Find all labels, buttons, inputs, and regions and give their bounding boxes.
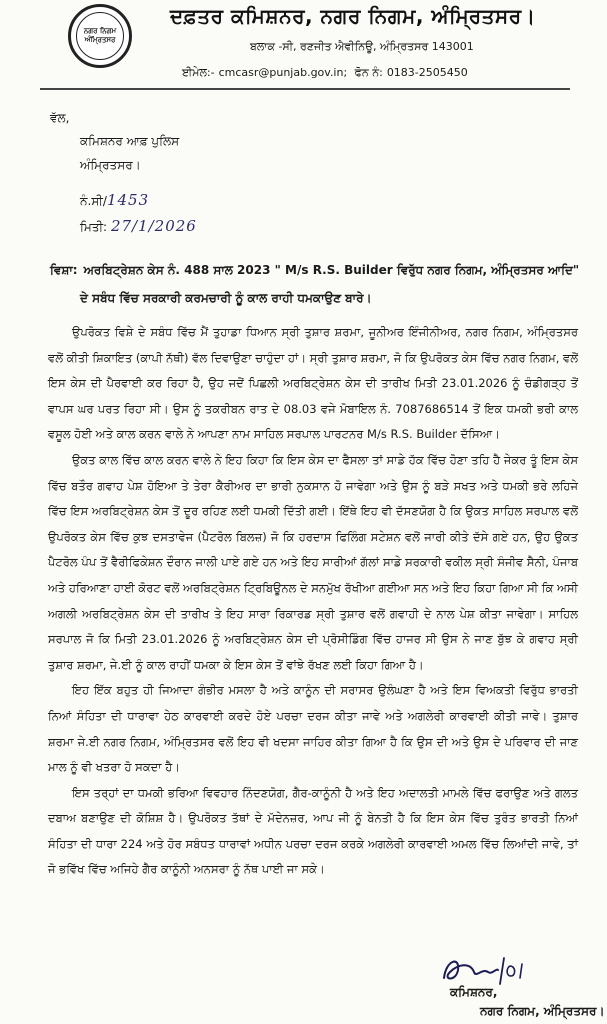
office-contact <box>182 66 472 80</box>
handwritten-signature <box>436 950 546 990</box>
body-paragraph-2: ਉਕਤ ਕਾਲ ਵਿੱਚ ਕਾਲ ਕਰਨ ਵਾਲੇ ਨੇ ਇਹ ਕਿਹਾ ਕਿ ਇਸ ਕੇਸ ਦਾ ਫੈਸਲਾ ਤਾਂ ਸਾਡੇ ਹੱਕ ਵਿੱਚ ਹੋਣਾ ਤਹਿ ਹੈ ਜੇਕਰ ਤੂੰ ਇਸ ਕੇਸ ਵਿੱਚ ਬਤੌਰ ਗਵਾਹ ਪੇਸ਼ ਹੋਇਆ ਤੇ ਤੇਰਾ ਕੈਰੀਅਰ ਦਾ ਭਾਰੀ ਨੁਕਸਾਨ ਹੋ ਜਾਵੇਗਾ ਅਤੇ ਉਸ ਨੂੰ ਬੜੇ ਸਖਤ ਅਤੇ ਧਮਕੀ ਭਰੇ ਲਹਿਜੇ ਵਿੱਚ ਇਸ ਅਰਬਿਟ੍ਰੇਸ਼ਨ ਕੇਸ ਤੋਂ ਦੂਰ ਰਹਿਣ ਲਈ ਧਮਕੀ ਦਿੱਤੀ ਗਈ। ਇੱਥੇ ਇਹ ਵੀ ਦੱਸਣਯੋਗ ਹੈ ਕਿ ਉਕਤ ਸਾਹਿਲ ਸਰਪਾਲ ਵਲੋਂ ਉਪਰੋਕਤ ਕੇਸ ਵਿੱਚ ਕੁਝ ਦਸਤਾਵੇਜ (ਪੈਟਰੋਲ ਬਿਲਜ਼) ਜੋ ਕਿ ਹਰਦਾਸ ਫਿਲਿੰਗ ਸਟੇਸ਼ਨ ਵਲੋਂ ਜਾਰੀ ਕੀਤੇ ਦੱਸੇ ਗਏ ਹਨ, ਉਹ ਉਕਤ ਪੈਟਰੋਲ ਪੰਪ ਤੋਂ ਵੈਰੀਫਿਕੇਸ਼ਨ ਦੌਰਾਨ ਜਾਲੀ ਪਾਏ ਗਏ ਹਨ ਅਤੇ ਇਹ ਸਾਰੀਆਂ ਗੱਲਾਂ ਸਾਡੇ ਸਰਕਾਰੀ ਵਕੀਲ ਸ੍ਰੀ ਸੰਜੀਵ ਸੈਨੀ, ਪੰਜਾਬ ਅਤੇ ਹਰਿਆਣਾ ਹਾਈ ਕੋਰਟ ਵਲੋਂ ਅਰਬਿਟ੍ਰੇਸ਼ਨ ਟ੍ਰਿਬਿਊਨਲ ਦੇ ਸਨਮੁੱਖ ਰੱਖੀਆ ਗਈਆ ਸਨ ਅਤੇ ਇਹ ਕਿਹਾ ਗਿਆ ਸੀ ਕਿ ਅਸੀ ਅਗਲੀ ਅਰਬਿਟ੍ਰੇਸ਼ਨ ਕੇਸ ਦੀ ਤਾਰੀਖ ਤੇ ਇਹ ਸਾਰਾ ਰਿਕਾਰਡ ਸ੍ਰੀ ਤੁਸ਼ਾਰ ਵਲੋਂ ਗਵਾਹੀ ਦੇ ਨਾਲ ਪੇਸ਼ ਕੀਤਾ ਜਾਵੇਗਾ। ਸਾਹਿਲ ਸਰਪਾਲ ਜੋ ਕਿ ਮਿਤੀ 23.01.2026 ਨੂੰ ਅਰਬਿਟ੍ਰੇਸ਼ਨ ਕੇਸ ਦੀ ਪ੍ਰੋਸੀਡਿੰਗ ਵਿੱਚ ਹਾਜਰ ਸੀ ਉਸ ਨੇ ਜਾਣ ਬੁੱਝ ਕੇ ਗਵਾਹ ਸ੍ਰੀ ਤੁਸ਼ਾਰ ਸ਼ਰਮਾ, ਜੇ.ਈ ਨੂੰ ਕਾਲ ਰਾਹੀਂ ਧਮਕਾ ਕੇ ਇਸ ਕੇਸ ਤੋਂ ਵਾਂਝੇ ਰੱਖਣ ਲਈ ਕਿਹਾ ਗਿਆ ਹੈ। <box>48 452 579 672</box>
recipient-to: ਵੱਲ, <box>50 111 70 125</box>
body-paragraph-4: ਇਸ ਤਰ੍ਹਾਂ ਦਾ ਧਮਕੀ ਭਰਿਆ ਵਿਵਹਾਰ ਨਿੰਦਣਯੋਗ, ਗੈਰ-ਕਾਨੂੰਨੀ ਹੈ ਅਤੇ ਇਹ ਅਦਾਲਤੀ ਮਾਮਲੇ ਵਿੱਚ ਫਰਾਉਣ ਅਤੇ ਗਲਤ ਦਬਾਅ ਬਣਾਉਣ ਦੀ ਕੋਸ਼ਿਸ਼ ਹੈ। ਉਪਰੋਕਤ ਤੱਥਾਂ ਦੇ ਮੱਦੇਨਜ਼ਰ, ਆਪ ਜੀ ਨੂੰ ਬੇਨਤੀ ਹੈ ਕਿ ਇਸ ਕੇਸ ਵਿੱਚ ਤੁਰੰਤ ਭਾਰਤੀ ਨਿਆਂ ਸੰਹਿਤਾ ਦੀ ਧਾਰਾ 224 ਅਤੇ ਹੋਰ ਸਬੰਧਤ ਧਾਰਾਵਾਂ ਅਧੀਨ ਪਰਚਾ ਦਰਜ ਕਰਕੇ ਅਗਲੇਰੀ ਕਾਰਵਾਈ ਅਮਲ ਵਿੱਚ ਲਿਆਂਦੀ ਜਾਵੇ, ਤਾਂ ਜੋ ਭਵਿੱਖ ਵਿੱਚ ਅਜਿਹੇ ਗੈਰ ਕਾਨੂੰਨੀ ਅਨਸਰਾ ਨੂੰ ਨੱਥ ਪਾਈ ਜਾ ਸਕੇ। <box>48 785 578 877</box>
body-paragraph-3: ਇਹ ਇੱਕ ਬਹੁਤ ਹੀ ਜਿਆਦਾ ਗੰਭੀਰ ਮਸਲਾ ਹੈ ਅਤੇ ਕਾਨੂੰਨ ਦੀ ਸਰਾਸਰ ਉਲੰਘਣਾ ਹੈ ਅਤੇ ਇਸ ਵਿਅਕਤੀ ਵਿਰੁੱਧ ਭਾਰਤੀ ਨਿਆਂ ਸੰਹਿਤਾ ਦੀ ਧਾਰਾਵਾ ਹੇਠ ਕਾਰਵਾਈ ਕਰਦੇ ਹੋਏ ਪਰਚਾ ਦਰਜ ਕੀਤਾ ਜਾਵੇ ਅਤੇ ਅਗਲੇਰੀ ਕਾਰਵਾਈ ਕੀਤੀ ਜਾਵੇ। ਤੁਸ਼ਾਰ ਸ਼ਰਮਾ ਜੇ.ਈ ਨਗਰ ਨਿਗਮ, ਅੰਮ੍ਰਿਤਸਰ ਵਲੋਂ ਇਹ ਵੀ ਖਦਸਾ ਜਾਹਿਰ ਕੀਤਾ ਗਿਆ ਹੈ ਕਿ ਉਸ ਦੀ ਅਤੇ ਉਸ ਦੇ ਪਰਿਵਾਰ ਦੀ ਜਾਣ ਮਾਲ ਨੂੰ ਵੀ ਖਤਰਾ ਹੋ ਸਕਦਾ ਹੈ। <box>48 683 578 775</box>
signatory-office: ਨਗਰ ਨਿਗਮ, ਅੰਮ੍ਰਿਤਸਰ। <box>480 1004 605 1018</box>
subject-text-1: ਅਰਬਿਟ੍ਰੇਸ਼ਨ ਕੇਸ ਨੰ. 488 ਸਾਲ 2023 " M/s R.S. Builder ਵਿਰੁੱਧ ਨਗਰ ਨਿਗਮ, ਅੰਮ੍ਰਿਤਸਰ ਆਦਿ" <box>83 263 580 277</box>
reference-number-label: ਨੰ.ਸੀ/ <box>80 194 107 208</box>
header-divider <box>40 88 570 90</box>
recipient-city: ਅੰਮ੍ਰਿਤਸਰ। <box>80 158 141 172</box>
subject-line-1 <box>50 256 580 284</box>
subject-block <box>50 256 580 312</box>
subject-label: ਵਿਸ਼ਾ: <box>50 263 78 277</box>
recipient-name: ਕਮਿਸ਼ਨਰ ਆਫ਼ ਪੁਲਿਸ <box>80 134 180 148</box>
office-title: ਦਫ਼ਤਰ ਕਮਿਸ਼ਨਰ, ਨਗਰ ਨਿਗਮ, ਅੰਮ੍ਰਿਤਸਰ। <box>170 4 536 28</box>
subject-line-2: ਦੇ ਸਬੰਧ ਵਿੱਚ ਸਰਕਾਰੀ ਕਰਮਚਾਰੀ ਨੂੰ ਕਾਲ ਰਾਹੀ ਧਮਕਾਉਣ ਬਾਰੇ। <box>80 291 372 305</box>
phone-value: 0183-2505450 <box>386 66 468 79</box>
logo-seal-text: ਨਗਰ ਨਿਗਮ ਅੰਮ੍ਰਿਤਸਰ <box>76 12 124 60</box>
signatory-designation: ਕਮਿਸ਼ਨਰ, <box>450 985 498 999</box>
reference-date <box>80 218 197 235</box>
reference-number <box>80 192 149 209</box>
office-address: ਬਲਾਕ -ਸੀ, ਰਣਜੀਤ ਐਵੀਨਿਊ, ਅੰਮ੍ਰਿਤਸਰ 143001 <box>250 40 474 53</box>
phone-label: ਫੋਨ ਨੰ: <box>354 66 383 79</box>
email-value: cmcasr@punjab.gov.in; <box>218 66 348 79</box>
letter-body <box>48 320 578 883</box>
reference-date-label: ਮਿਤੀ: <box>80 220 108 234</box>
body-paragraph-1: ਉਪਰੋਕਤ ਵਿਸ਼ੇ ਦੇ ਸਬੰਧ ਵਿੱਚ ਮੈਂ ਤੁਹਾਡਾ ਧਿਆਨ ਸ੍ਰੀ ਤੁਸ਼ਾਰ ਸ਼ਰਮਾ, ਜੂਨੀਅਰ ਇੰਜੀਨੀਅਰ, ਨਗਰ ਨਿਗਮ, ਅੰਮ੍ਰਿਤਸਰ ਵਲੋਂ ਕੀਤੀ ਸ਼ਿਕਾਇਤ (ਕਾਪੀ ਨੱਥੀ) ਵੱਲ ਦਿਵਾਉਣਾ ਚਾਹੁੰਦਾ ਹਾਂ। ਸ੍ਰੀ ਤੁਸ਼ਾਰ ਸ਼ਰਮਾ, ਜੋ ਕਿ ਉਪਰੋਕਤ ਕੇਸ ਵਿੱਚ ਨਗਰ ਨਿਗਮ, ਵਲੋਂ ਇਸ ਕੇਸ ਦੀ ਪੈਰਵਾਈ ਕਰ ਰਿਹਾ ਹੈ, ਉਹ ਜਦੋਂ ਪਿਛਲੀ ਅਰਬਿਟ੍ਰੇਸ਼ਨ ਕੇਸ ਦੀ ਤਾਰੀਖ ਮਿਤੀ 23.01.2026 ਨੂੰ ਚੰਡੀਗੜ੍ਹ ਤੋਂ ਵਾਪਸ ਘਰ ਪਰਤ ਰਿਹਾ ਸੀ। ਉਸ ਨੂੰ ਤਕਰੀਬਨ ਰਾਤ ਦੇ 08.03 ਵਜੇ ਮੋਬਾਇਲ ਨੰ. 7087686514 ਤੋਂ ਇਕ ਧਮਕੀ ਭਰੀ ਕਾਲ ਵਸੂਲ ਹੋਈ ਅਤੇ ਕਾਲ ਕਰਨ ਵਾਲੇ ਨੇ ਆਪਣਾ ਨਾਮ ਸਾਹਿਲ ਸਰਪਾਲ ਪਾਰਟਨਰ M/s R.S. Builder ਦੱਸਿਆ। <box>48 325 578 442</box>
corporation-logo <box>68 4 132 68</box>
reference-date-value: 27/1/2026 <box>110 217 197 235</box>
reference-number-value: 1453 <box>106 191 150 209</box>
email-label: ਈਮੇਲ:- <box>182 66 215 79</box>
